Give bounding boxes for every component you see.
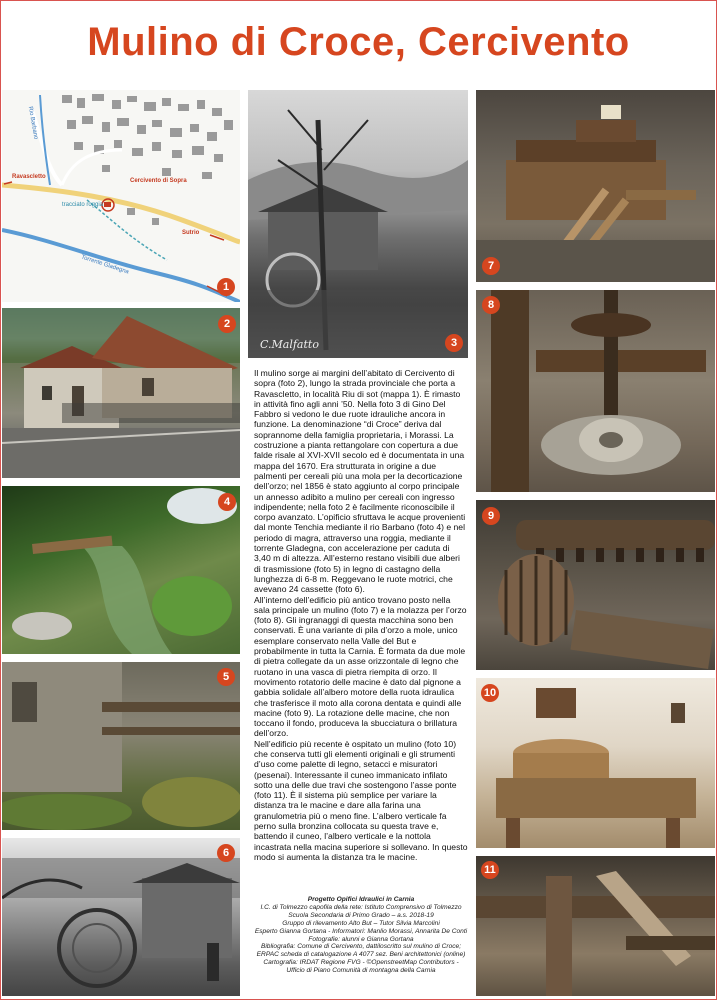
credits-line: Bibliografia: Comune di Cercivento, dattiloscritto sul mulino di Croce;: [260, 943, 462, 951]
photo-9: [476, 500, 715, 670]
mill-exterior-drawing: [2, 308, 240, 478]
credits-line: Scuola Secondaria di Primo Grado – a.s. 2018-19: [288, 911, 434, 919]
credits-line: ERPAC scheda di catalogazione A 4077 sez. Beni architettonici (online): [256, 951, 466, 959]
wedge-drawing: [476, 856, 715, 996]
badge-5: 5: [217, 668, 235, 686]
photo-5: [2, 662, 240, 830]
map-label-barbano: Rio Barbano: [26, 106, 39, 140]
map-1: [2, 90, 240, 302]
photo-4: [2, 486, 240, 654]
map-label-gladegna: Torrente Gladegna: [80, 254, 130, 276]
badge-8: 8: [482, 296, 500, 314]
badge-2: 2: [218, 315, 236, 333]
credits-line: Ufficio di Piano Comunità di montagna della Carnia: [286, 967, 436, 975]
photo-11: [476, 856, 715, 996]
newer-mill-drawing: [476, 678, 715, 848]
photo-3: [248, 90, 468, 358]
stream-drawing: [2, 486, 240, 654]
credits-line: Esperto Gianna Gortana - Informatori: Manlio Morassi, Annarita De Conti: [254, 927, 468, 935]
credits-line: Cartografia: IRDAT Regione FVG - ©OpenstreetMap Contributors -: [263, 959, 459, 967]
badge-1: 1: [217, 278, 235, 296]
credits-title: Progetto Opifici Idraulici in Carnia: [307, 896, 415, 903]
wheel-photo-drawing: [2, 838, 240, 996]
body-paragraph-1: Il mulino sorge ai margini dell’abitato di Cercivento di sopra (foto 2), lungo la strada provinciale che porta a Ravascletto, in località Riu di sot (mappa 1). È rimasto in attività fino agli anni ’50. Nella foto 3 di Gino Del Fabbro si vedono le due ruote idrauliche ancora in funzione. La denominazione “di Croce” deriva dal soprannome della famiglia proprietaria, i Morassi. La costruzione a pianta rettangolare con copertura a due falde risale al XVI-XVII secolo ed è documentata in una mappa del 1670. Era strutturata in origine a due palmenti per cereali più una mola per la decorticazione dell’orzo; nel 1856 è stato aggiunto al corpo principale un annesso adibito a mulino per cereali con ingresso indipendente; nella foto 2 è facilmente riconoscibile il corpo avanzato. L’opificio sfruttava le acque provenienti dal monte Tenchia mediante il rio Barbano (foto 4) e nel periodo di magra, attraverso una roggia, mediante il torrente Gladegna, con accelerazione per caduta di 3,40 m di altezza. All’esterno restano visibili due alberi di trasmissione (foto 5) in legno di castagno della lunghezza di 6-8 m. Reggevano le ruote motrici, che avevano 24 cassette (foto 6).: [254, 368, 466, 595]
credits: [248, 896, 474, 975]
page-title: Mulino di Croce, Cercivento: [87, 20, 630, 64]
map-label-cercivento: Cercivento di Sopra: [130, 178, 187, 184]
signature: C.Malfatto: [260, 338, 319, 351]
badge-11: 11: [481, 861, 499, 879]
mill-interior-drawing: [476, 90, 715, 282]
photo-2: [2, 308, 240, 478]
shafts-drawing: [2, 662, 240, 830]
badge-10: 10: [481, 684, 499, 702]
credits-line: I.C. di Tolmezzo capofila della rete: Istituto Comprensivo di Tolmezzo: [260, 903, 462, 911]
photo-7: [476, 90, 715, 282]
photo-8: [476, 290, 715, 492]
gears-drawing: [476, 500, 715, 670]
badge-6: 6: [217, 844, 235, 862]
map-label-ravascletto: Ravascletto: [12, 174, 46, 180]
body-text: [254, 368, 468, 862]
body-paragraph-2: All’interno dell’edificio più antico trovano posto nella sala principale un mulino (foto 7) e la molazza per l’orzo (foto 8). Gli ingranaggi di questa macchina sono ben conservati. È una variante di pila d’orzo a mole, unico esemplare conservato nella Valle del But e probabilmente in tutta la Carnia. È formata da due mole di pietra collegate da un asse orizzontale di legno che ruotano in una vasca di pietra riempita di orzo. Il movimento rotatorio delle macine è dato dal pignone a gabbia solidale all’albero motore della ruota idraulica che trasferisce il moto alla corona dentata e quindi alle macine (foto 9). La rotazione delle macine, che non toccano il fondo, produceva la sbucciatura o brillatura dell’orzo.: [254, 594, 467, 739]
badge-3: 3: [445, 334, 463, 352]
badge-7: 7: [482, 257, 500, 275]
credits-line: Fotografie: alunni e Gianna Gortana: [308, 935, 414, 943]
credits-line: Gruppo di rilevamento Alto But – Tutor Silvia Marcolini: [282, 919, 440, 927]
body-paragraph-3: Nell’edificio più recente è ospitato un mulino (foto 10) che conserva tutti gli elementi originali e gli strumenti d’uso come palette di legno, setacci e misuratori (pesenai). Interessante il cuneo immanicato infilato sotto una delle due travi che sostengono l’asse ponte (foto 11). È il sistema più semplice per variare la distanza tra le macine e dare alla farina una granulometria più o meno fine. L’albero verticale fa perno sulla bronzina collocata su questa trave e, battendo il cuneo, l’albero verticale e la nottola incastrata nella macina superiore si sollevano. In questo modo si aumenta la distanza tra le macine.: [254, 738, 468, 862]
badge-4: 4: [218, 493, 236, 511]
photo-6: [2, 838, 240, 996]
map-label-roggia: tracciato roggia: [62, 202, 104, 208]
map-label-sutrio: Sutrio: [182, 230, 200, 236]
badge-9: 9: [482, 507, 500, 525]
photo-10: [476, 678, 715, 848]
historical-photo-drawing: [248, 90, 468, 358]
barley-mill-drawing: [476, 290, 715, 492]
